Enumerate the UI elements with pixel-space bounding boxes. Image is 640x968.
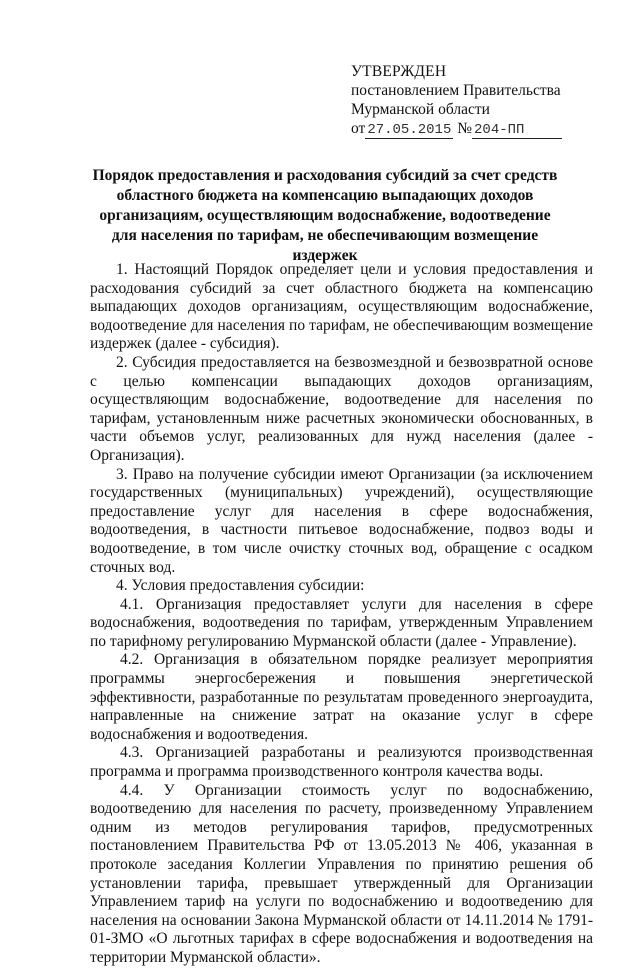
document-body: [90, 261, 593, 968]
paragraph-4-1: 4.1. Организация предоставляет услуги для населения в сфере водоснабжения, водоотведения по тарифам, утвержденным Управлением по тарифному регулированию Мурманской области (далее - Управление).: [90, 595, 593, 650]
number-prefix: №: [457, 120, 473, 137]
approval-date: 27.05.2015: [367, 122, 452, 138]
paragraph-4: 4. Условия предоставления субсидии:: [116, 577, 365, 595]
approval-line-1: постановлением Правительства: [351, 82, 561, 99]
paragraph-2: 2. Субсидия предоставляется на безвозмездной и безвозвратной основе с целью компенсации выпадающих доходов организациям, осуществляющим водоснабжение, водоотведение для населения по тарифам, установленным ниже расчетных экономически обоснованных, в части объемов услуг, реализованных для нужд населения (далее - Организация).: [90, 353, 593, 464]
approval-date-number-line: [351, 119, 611, 140]
approval-line-2: Мурманской области: [351, 101, 490, 118]
paragraph-4-3: 4.3. Организацией разработаны и реализуются производственная программа и программа производственного контроля качества воды.: [90, 744, 593, 781]
paragraph-1: 1. Настоящий Порядок определяет цели и условия предоставления и расходования субсидий за счет областного бюджета на компенсацию выпадающих доходов организациям, осуществляющим водоснабжение, водоотведение для населения по тарифам, не обеспечивающим возмещение издержек (далее - субсидия).: [90, 261, 593, 353]
document-title: Порядок предоставления и расходования субсидий за счет средств областного бюджета на компенсацию выпадающих доходов организациям, осуществляющим водоснабжение, водоотведение для населения по тарифам, не обеспечивающим возмещение издержек: [92, 167, 558, 264]
paragraph-4-4: 4.4. У Организации стоимость услуг по водоснабжению, водоотведению для населения по расчету, произведенному Управлением одним из методов регулирования тарифов, предусмотренных постановлением Правительства РФ от 13.05.2013 № 406, указанная в протоколе заседания Коллегии Управления по принятию решения об установлении тарифа, превышает утвержденный для Организации Управлением тариф на услуги по водоснабжению и водоотведению для населения на основании Закона Мурманской области от 14.11.2014 № 1791-01-ЗМО «О льготных тарифах в сфере водоснабжения и водоотведения на территории Мурманской области».: [90, 781, 593, 966]
approval-stamp: [351, 62, 611, 140]
paragraph-4-2: 4.2. Организация в обязательном порядке реализует мероприятия программы энергосбережения и повышения энергетической эффективности, разработанные по результатам проведенного энергоаудита, направленные на снижение затрат на оказание услуг в сфере водоснабжения и водоотведения.: [90, 651, 593, 743]
approval-heading: УТВЕРЖДЕН: [351, 63, 447, 80]
approval-number: 204-ПП: [472, 122, 562, 139]
date-prefix: от: [351, 120, 366, 137]
paragraph-3: 3. Право на получение субсидии имеют Организации (за исключением государственных (муниципальных) учреждений), осуществляющие предоставление услуг для населения в сфере водоснабжения, водоотведения, в частности питьевое водоснабжение, подвоз воды и водоотведение, в том числе очистку сточных вод, обращение с осадком сточных вод.: [90, 465, 593, 576]
